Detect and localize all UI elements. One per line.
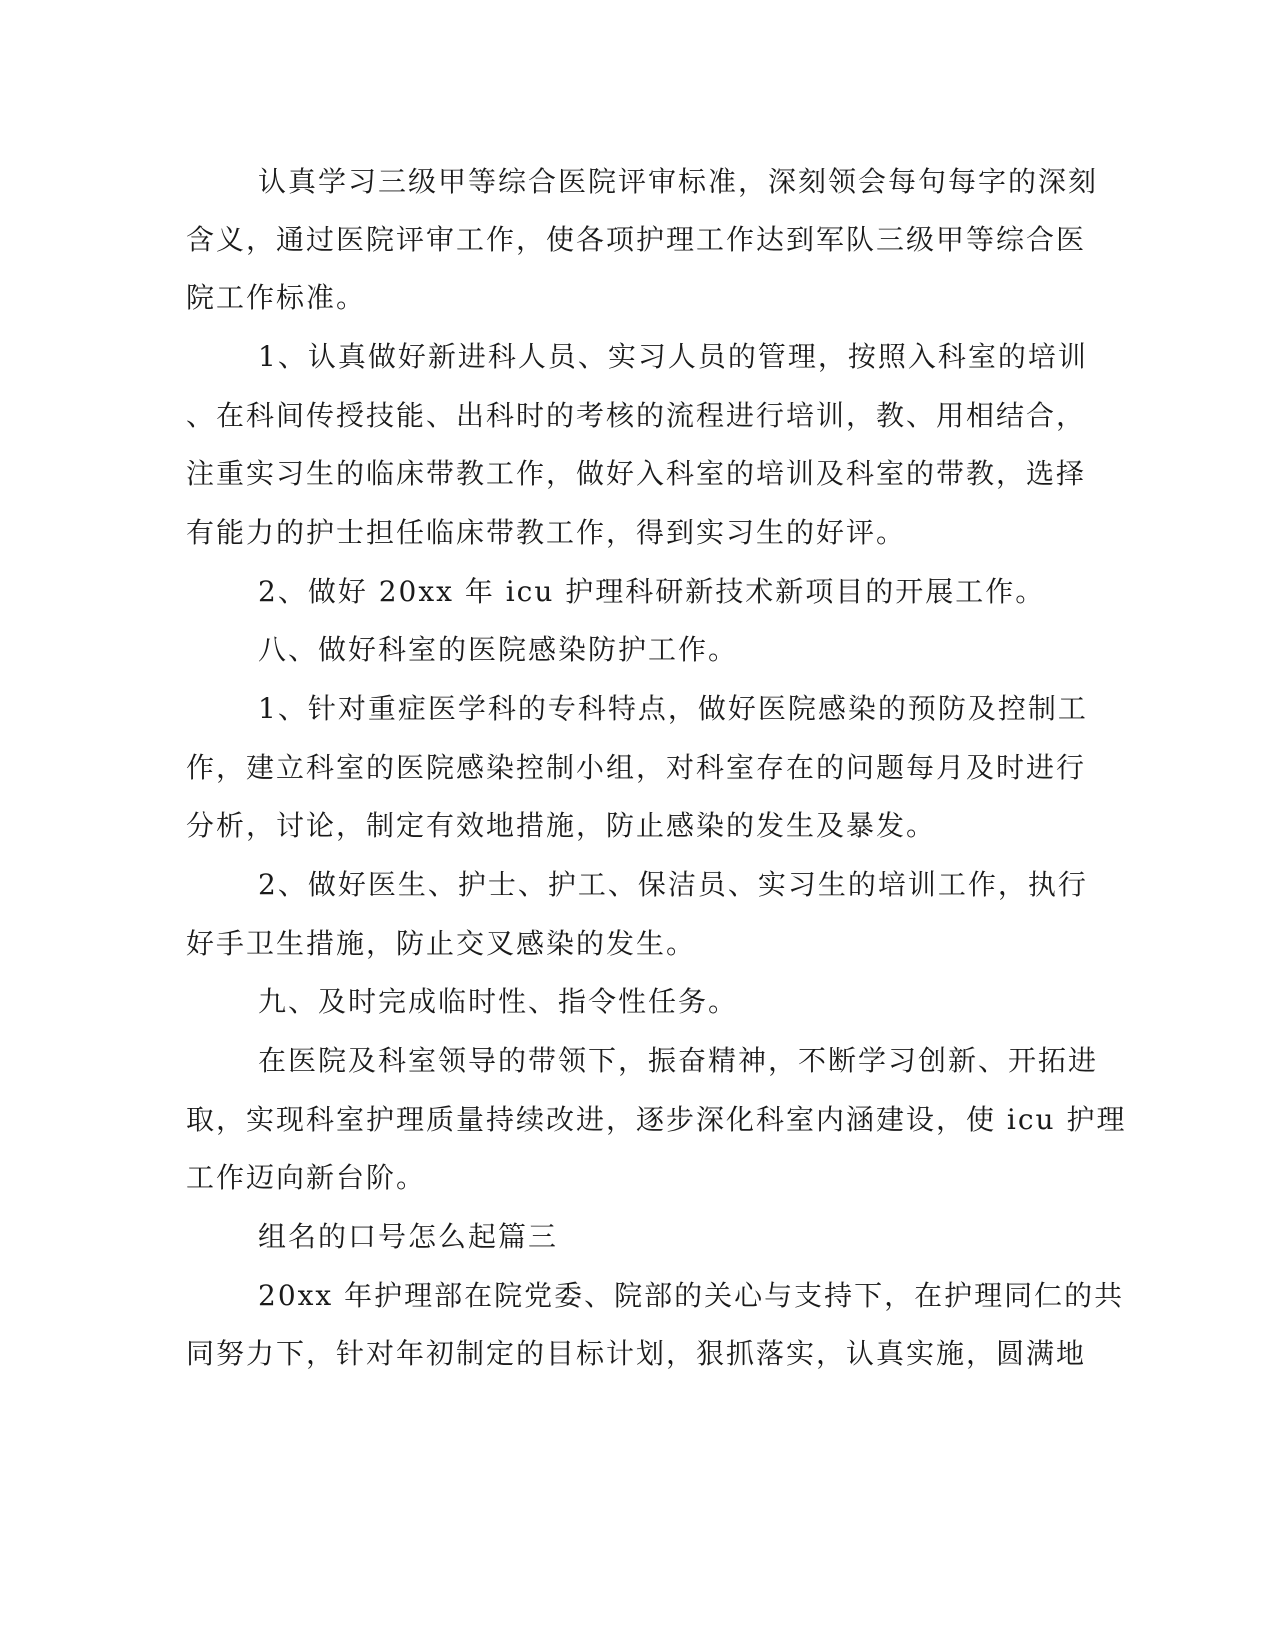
text-line: 、在科间传授技能、出科时的考核的流程进行培训，教、用相结合， [186,399,1087,432]
text-line: 认真学习三级甲等综合医院评审标准，深刻领会每句每字的深刻 [258,165,1099,198]
text-line: 取，实现科室护理质量持续改进，逐步深化科室内涵建设，使 icu 护理 [186,1103,1127,1136]
text-line: 好手卫生措施，防止交叉感染的发生。 [186,927,697,960]
text-line: 注重实习生的临床带教工作，做好入科室的培训及科室的带教，选择 [186,457,1087,490]
text-line: 作，建立科室的医院感染控制小组，对科室存在的问题每月及时进行 [186,751,1087,784]
text-line: 同努力下，针对年初制定的目标计划，狠抓落实，认真实施，圆满地 [186,1337,1087,1370]
text-line: 工作迈向新台阶。 [186,1161,427,1194]
text-line: 在医院及科室领导的带领下，振奋精神，不断学习创新、开拓进 [258,1044,1099,1077]
text-line: 九、及时完成临时性、指令性任务。 [258,985,739,1018]
text-line: 2、做好医生、护士、护工、保洁员、实习生的培训工作，执行 [258,868,1088,901]
text-line: 分析，讨论，制定有效地措施，防止感染的发生及暴发。 [186,809,937,842]
text-line: 2、做好 20xx 年 icu 护理科研新技术新项目的开展工作。 [258,575,1046,608]
section-heading: 组名的口号怎么起篇三 [258,1220,559,1253]
text-line: 1、认真做好新进科人员、实习人员的管理，按照入科室的培训 [258,340,1088,373]
text-line: 院工作标准。 [186,281,367,314]
text-line: 1、针对重症医学科的专科特点，做好医院感染的预防及控制工 [258,692,1088,725]
text-line: 八、做好科室的医院感染防护工作。 [258,633,739,666]
text-line: 20xx 年护理部在院党委、院部的关心与支持下，在护理同仁的共 [258,1279,1125,1312]
text-line: 有能力的护士担任临床带教工作，得到实习生的好评。 [186,516,907,549]
text-line: 含义，通过医院评审工作，使各项护理工作达到军队三级甲等综合医 [186,223,1087,256]
